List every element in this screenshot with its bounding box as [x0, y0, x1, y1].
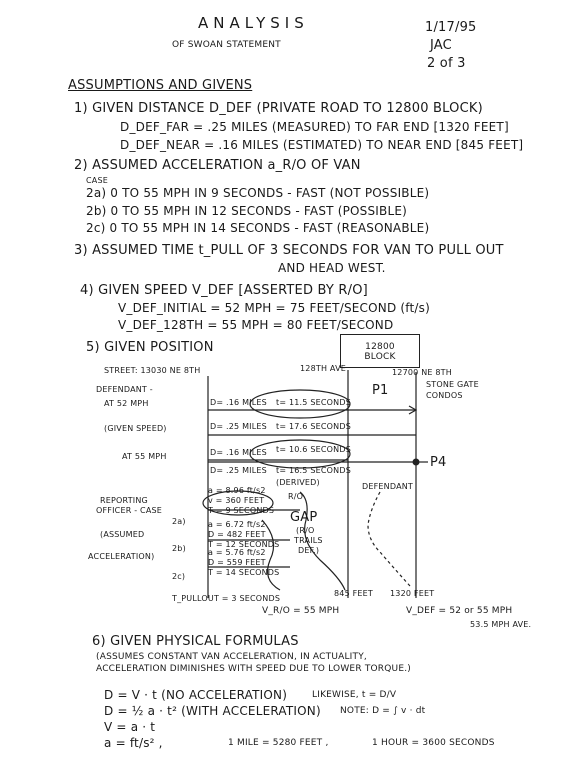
- case-2c-accel: a = 5.76 ft/s2: [208, 548, 266, 557]
- vdef-label: V_DEF = 52 or 55 MPH: [406, 606, 513, 616]
- gap-ro-label: (R/O: [296, 526, 315, 535]
- given-distance-line: 1) GIVEN DISTANCE D_DEF (PRIVATE ROAD TO 12800 BLOCK): [74, 101, 483, 116]
- p4-dot: [413, 459, 420, 466]
- distance-far: D_DEF_FAR = .25 MILES (MEASURED) TO FAR END [1320 FEET]: [120, 120, 509, 134]
- reporting-label: REPORTING: [100, 496, 148, 505]
- case-2c-time: T = 14 SECONDS: [208, 568, 280, 577]
- street-label: STREET: 13030 NE 8TH: [104, 366, 201, 375]
- at-55-label: AT 55 MPH: [122, 452, 167, 461]
- vro-label: V_R/O = 55 MPH: [262, 606, 340, 616]
- assumed-label: (ASSUMED: [100, 530, 145, 539]
- case-2a-distance: v = 360 FEET: [208, 496, 265, 505]
- given-speed-label: (GIVEN SPEED): [104, 424, 167, 433]
- row-4-distance: D= .25 MILES: [210, 466, 267, 475]
- t-pullout-label: T_PULLOUT = 3 SECONDS: [172, 594, 281, 603]
- case-2c: 2c) 0 TO 55 MPH IN 14 SECONDS - FAST (REASONABLE): [86, 221, 430, 235]
- formula-4: a = ft/s² ,: [104, 736, 163, 750]
- case-2b-label: 2b): [172, 544, 186, 553]
- formula-note-2: ACCELERATION DIMINISHES WITH SPEED DUE TO LOWER TORQUE.): [96, 664, 411, 674]
- derived-label: (DERIVED): [276, 478, 320, 487]
- formula-2: D = ½ a · t² (WITH ACCELERATION): [104, 704, 321, 718]
- feet-845-label: 845 FEET: [334, 589, 374, 598]
- formula-integral-note: NOTE: D = ∫ v · dt: [340, 706, 426, 716]
- row-2-time: t= 17.6 SECONDS: [276, 422, 351, 431]
- page-title: ANALYSIS: [198, 14, 309, 32]
- assumed-time-line-2: AND HEAD WEST.: [278, 261, 386, 275]
- row-1-time: t= 11.5 SECONDS: [276, 398, 351, 407]
- at-52-label: AT 52 MPH: [104, 399, 149, 408]
- case-2a-label: 2a): [172, 517, 186, 526]
- p1-label: P1: [372, 383, 389, 398]
- formula-1: D = V · t (NO ACCELERATION): [104, 688, 288, 702]
- formula-likewise: LIKEWISE, t = D/V: [312, 690, 397, 700]
- gap-trails-label: TRAILS: [294, 536, 323, 545]
- case-2b-accel: a = 6.72 ft/s2: [208, 520, 266, 529]
- page-subtitle: OF SWOAN STATEMENT: [172, 40, 281, 50]
- vdef-ave-label: 53.5 MPH AVE.: [470, 620, 532, 629]
- mile-conversion: 1 MILE = 5280 FEET ,: [228, 738, 329, 748]
- case-2c-label: 2c): [172, 572, 186, 581]
- assumed-time-line: 3) ASSUMED TIME t_PULL OF 3 SECONDS FOR VAN TO PULL OUT: [74, 243, 504, 258]
- page-number: 2 of 3: [427, 56, 466, 71]
- condos-label: CONDOS: [426, 391, 463, 400]
- formula-3: V = a · t: [104, 720, 156, 734]
- formula-note-1: (ASSUMES CONSTANT VAN ACCELERATION, IN ACTUALITY,: [96, 652, 367, 662]
- feet-1320-label: 1320 FEET: [390, 589, 435, 598]
- defendant-path: [368, 492, 410, 586]
- speed-initial: V_DEF_INITIAL = 52 MPH = 75 FEET/SECOND (ft/s): [118, 301, 430, 315]
- ro-label: R/O: [288, 492, 304, 501]
- initials: JAC: [430, 38, 452, 53]
- case-2a-accel: a = 8.96 ft/s2: [208, 486, 266, 495]
- date: 1/17/95: [425, 20, 477, 35]
- row-3-distance: D= .16 MILES: [210, 448, 267, 457]
- case-2a: 2a) 0 TO 55 MPH IN 9 SECONDS - FAST (NOT POSSIBLE): [86, 186, 430, 200]
- assumed-acceleration-line: 2) ASSUMED ACCELERATION a_R/O OF VAN: [74, 158, 361, 173]
- defendant-label: DEFENDANT -: [96, 385, 153, 394]
- physical-formulas-line: 6) GIVEN PHYSICAL FORMULAS: [92, 634, 299, 649]
- speed-128th: V_DEF_128TH = 55 MPH = 80 FEET/SECOND: [118, 318, 394, 332]
- case-2b: 2b) 0 TO 55 MPH IN 12 SECONDS - FAST (POSSIBLE): [86, 204, 408, 218]
- p4-label: P4: [430, 455, 447, 470]
- case-2c-distance: D = 559 FEET: [208, 558, 266, 567]
- row-3-time: t= 10.6 SECONDS: [276, 445, 351, 454]
- gap-label: GAP: [290, 510, 318, 525]
- ave-128th-label: 128TH AVE: [300, 364, 347, 373]
- defendant-path-label: DEFENDANT: [362, 482, 414, 491]
- hour-conversion: 1 HOUR = 3600 SECONDS: [372, 738, 495, 748]
- row-4-time: t= 16.5 SECONDS: [276, 466, 351, 475]
- case-2b-time: T = 12 SECONDS: [208, 540, 280, 549]
- ne-12700-label: 12700 NE 8TH: [392, 368, 452, 377]
- distance-near: D_DEF_NEAR = .16 MILES (ESTIMATED) TO NEAR END [845 FEET]: [120, 138, 524, 152]
- stone-gate-label: STONE GATE: [426, 380, 479, 389]
- case-2b-distance: D = 482 FEET: [208, 530, 266, 539]
- given-position-line: 5) GIVEN POSITION: [86, 340, 214, 355]
- officer-label: OFFICER - CASE: [96, 506, 163, 515]
- row-2-distance: D= .25 MILES: [210, 422, 267, 431]
- acceleration-label: ACCELERATION): [88, 552, 155, 561]
- row-1-distance: D= .16 MILES: [210, 398, 267, 407]
- gap-def-label: DEF.): [298, 546, 320, 555]
- given-speed-line: 4) GIVEN SPEED V_DEF [ASSERTED BY R/O]: [80, 283, 368, 298]
- block-box-label: 12800 BLOCK: [364, 342, 396, 362]
- case-2a-time: T = 9 SECONDS: [208, 506, 275, 515]
- section-heading: ASSUMPTIONS AND GIVENS: [68, 78, 253, 93]
- case-label: CASE: [86, 176, 108, 185]
